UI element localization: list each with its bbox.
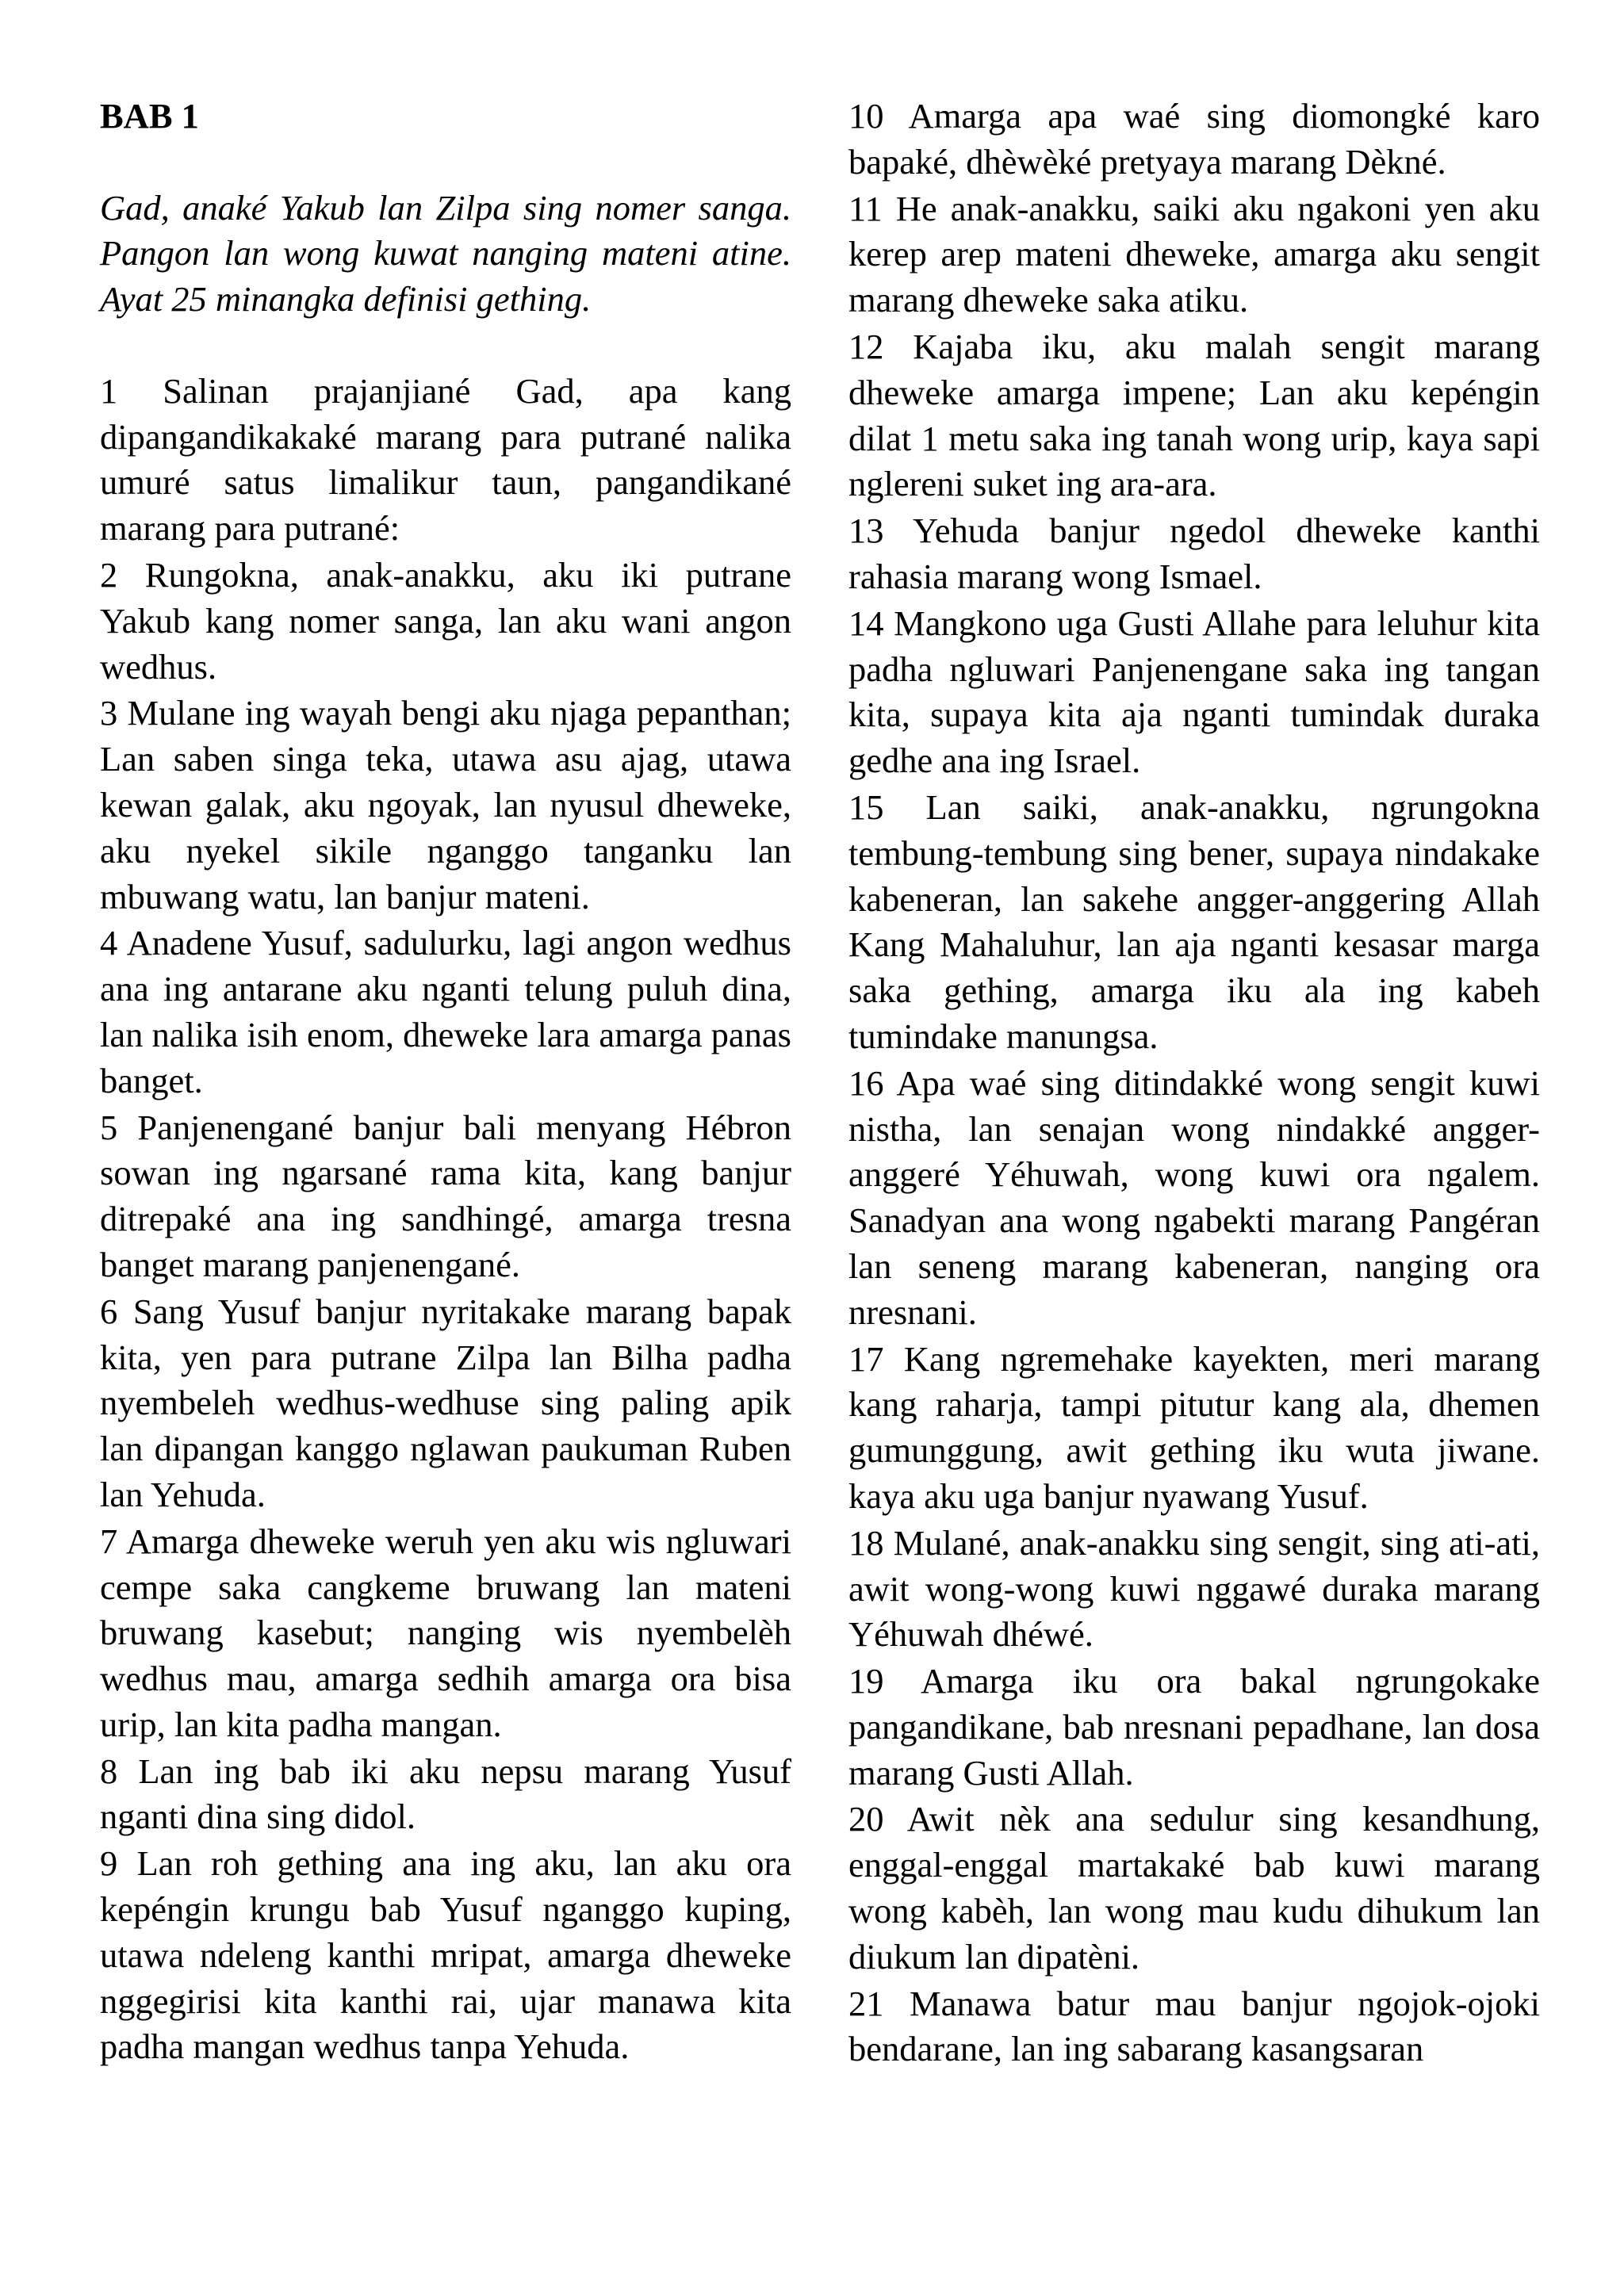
verse-21: 21 Manawa batur mau banjur ngojok-ojoki bendarane, lan ing sabarang kasangsaran [848, 1983, 1540, 2069]
verse-6: 6 Sang Yusuf banjur nyritakake marang bapak kita, yen para putrane Zilpa lan Bilha padha nyembeleh wedhus-wedhuse sing paling apik lan dipangan kanggo nglawan paukuman Ruben lan Yehuda. [100, 1291, 791, 1514]
verse-19: 19 Amarga iku ora bakal ngrungokake pangandikane, bab nresnani pepadhane, lan dosa marang Gusti Allah. [848, 1661, 1540, 1793]
verse-7: 7 Amarga dheweke weruh yen aku wis ngluwari cempe saka cangkeme bruwang lan mateni bruwang kasebut; nanging wis nyembelèh wedhus mau, amarga sedhih amarga ora bisa urip, lan kita padha mangan. [100, 1521, 791, 1744]
verse-20: 20 Awit nèk ana sedulur sing kesandhung, enggal-enggal martakaké bab kuwi marang wong kabèh, lan wong mau kudu dihukum lan diukum lan dipatèni. [848, 1799, 1540, 1976]
verse-4: 4 Anadene Yusuf, sadulurku, lagi angon wedhus ana ing antarane aku nganti telung puluh dina, lan nalika isih enom, dheweke lara amarga panas banget. [100, 923, 791, 1100]
verse-10: 10 Amarga apa waé sing diomongké karo bapaké, dhèwèké pretyaya marang Dèkné. [848, 96, 1540, 182]
verse-9: 9 Lan roh gething ana ing aku, lan aku ora kepéngin krungu bab Yusuf nganggo kuping, utawa ndeleng kanthi mripat, amarga dheweke nggegirisi kita kanthi rai, ujar manawa kita padha mangan wedhus tanpa Yehuda. [100, 1843, 791, 2067]
verse-3: 3 Mulane ing wayah bengi aku njaga pepanthan; Lan saben singa teka, utawa asu ajag, utawa kewan galak, aku ngoyak, lan nyusul dheweke, aku nyekel sikile nganggo tanganku lan mbuwang watu, lan banjur mateni. [100, 693, 791, 916]
verse-5: 5 Panjenengané banjur bali menyang Hébron sowan ing ngarsané rama kita, kang banjur ditrepaké ana ing sandhingé, amarga tresna banget marang panjenengané. [100, 1107, 791, 1284]
verse-1: 1 Salinan prajanjiané Gad, apa kang dipangandikakaké marang para putrané nalika umuré satus limalikur taun, pangandikané marang para putrané: [100, 370, 791, 549]
verse-14: 14 Mangkono uga Gusti Allahe para leluhur kita padha ngluwari Panjenengane saka ing tangan kita, supaya kita aja nganti tumindak duraka gedhe ana ing Israel. [848, 603, 1540, 781]
chapter-intro: Gad, anaké Yakub lan Zilpa sing nomer sanga. Pangon lan wong kuwat nanging mateni atine. Ayat 25 minangka definisi gething. [100, 187, 791, 320]
verse-8: 8 Lan ing bab iki aku nepsu marang Yusuf nganti dina sing didol. [100, 1751, 791, 1837]
verse-13: 13 Yehuda banjur ngedol dheweke kanthi rahasia marang wong Ismael. [848, 511, 1540, 596]
verse-16: 16 Apa waé sing ditindakké wong sengit kuwi nistha, lan senajan wong nindakké angger-anggeré Yéhuwah, wong kuwi ora ngalem. Sanadyan ana wong ngabekti marang Pangéran lan seneng marang kabeneran, nanging ora nresnani. [848, 1062, 1540, 1332]
verse-15: 15 Lan saiki, anak-anakku, ngrungokna tembung-tembung sing bener, supaya nindakake kabeneran, lan sakehe angger-anggering Allah Kang Mahaluhur, lan aja nganti kesasar marga saka gething, amarga iku ala ing kabeh tumindake manungsa. [848, 786, 1540, 1056]
left-column [100, 94, 791, 2071]
verse-12: 12 Kajaba iku, aku malah sengit marang dheweke amarga impene; Lan aku kepéngin dilat 1 metu saka ing tanah wong urip, kaya sapi nglereni suket ing ara-ara. [848, 326, 1540, 504]
verse-18: 18 Mulané, anak-anakku sing sengit, sing ati-ati, awit wong-wong kuwi nggawé duraka marang Yéhuwah dhéwé. [848, 1522, 1540, 1655]
verse-2: 2 Rungokna, anak-anakku, aku iki putrane Yakub kang nomer sanga, lan aku wani angon wedhus. [100, 554, 791, 687]
right-column [848, 94, 1540, 2073]
verse-17: 17 Kang ngremehake kayekten, meri marang kang raharja, tampi pitutur kang ala, dhemen gumunggung, awit gething iku wuta jiwane. kaya aku uga banjur nyawang Yusuf. [848, 1338, 1540, 1516]
verse-11: 11 He anak-anakku, saiki aku ngakoni yen aku kerep arep mateni dheweke, amarga aku sengit marang dheweke saka atiku. [848, 188, 1540, 320]
chapter-heading: BAB 1 [100, 96, 199, 136]
